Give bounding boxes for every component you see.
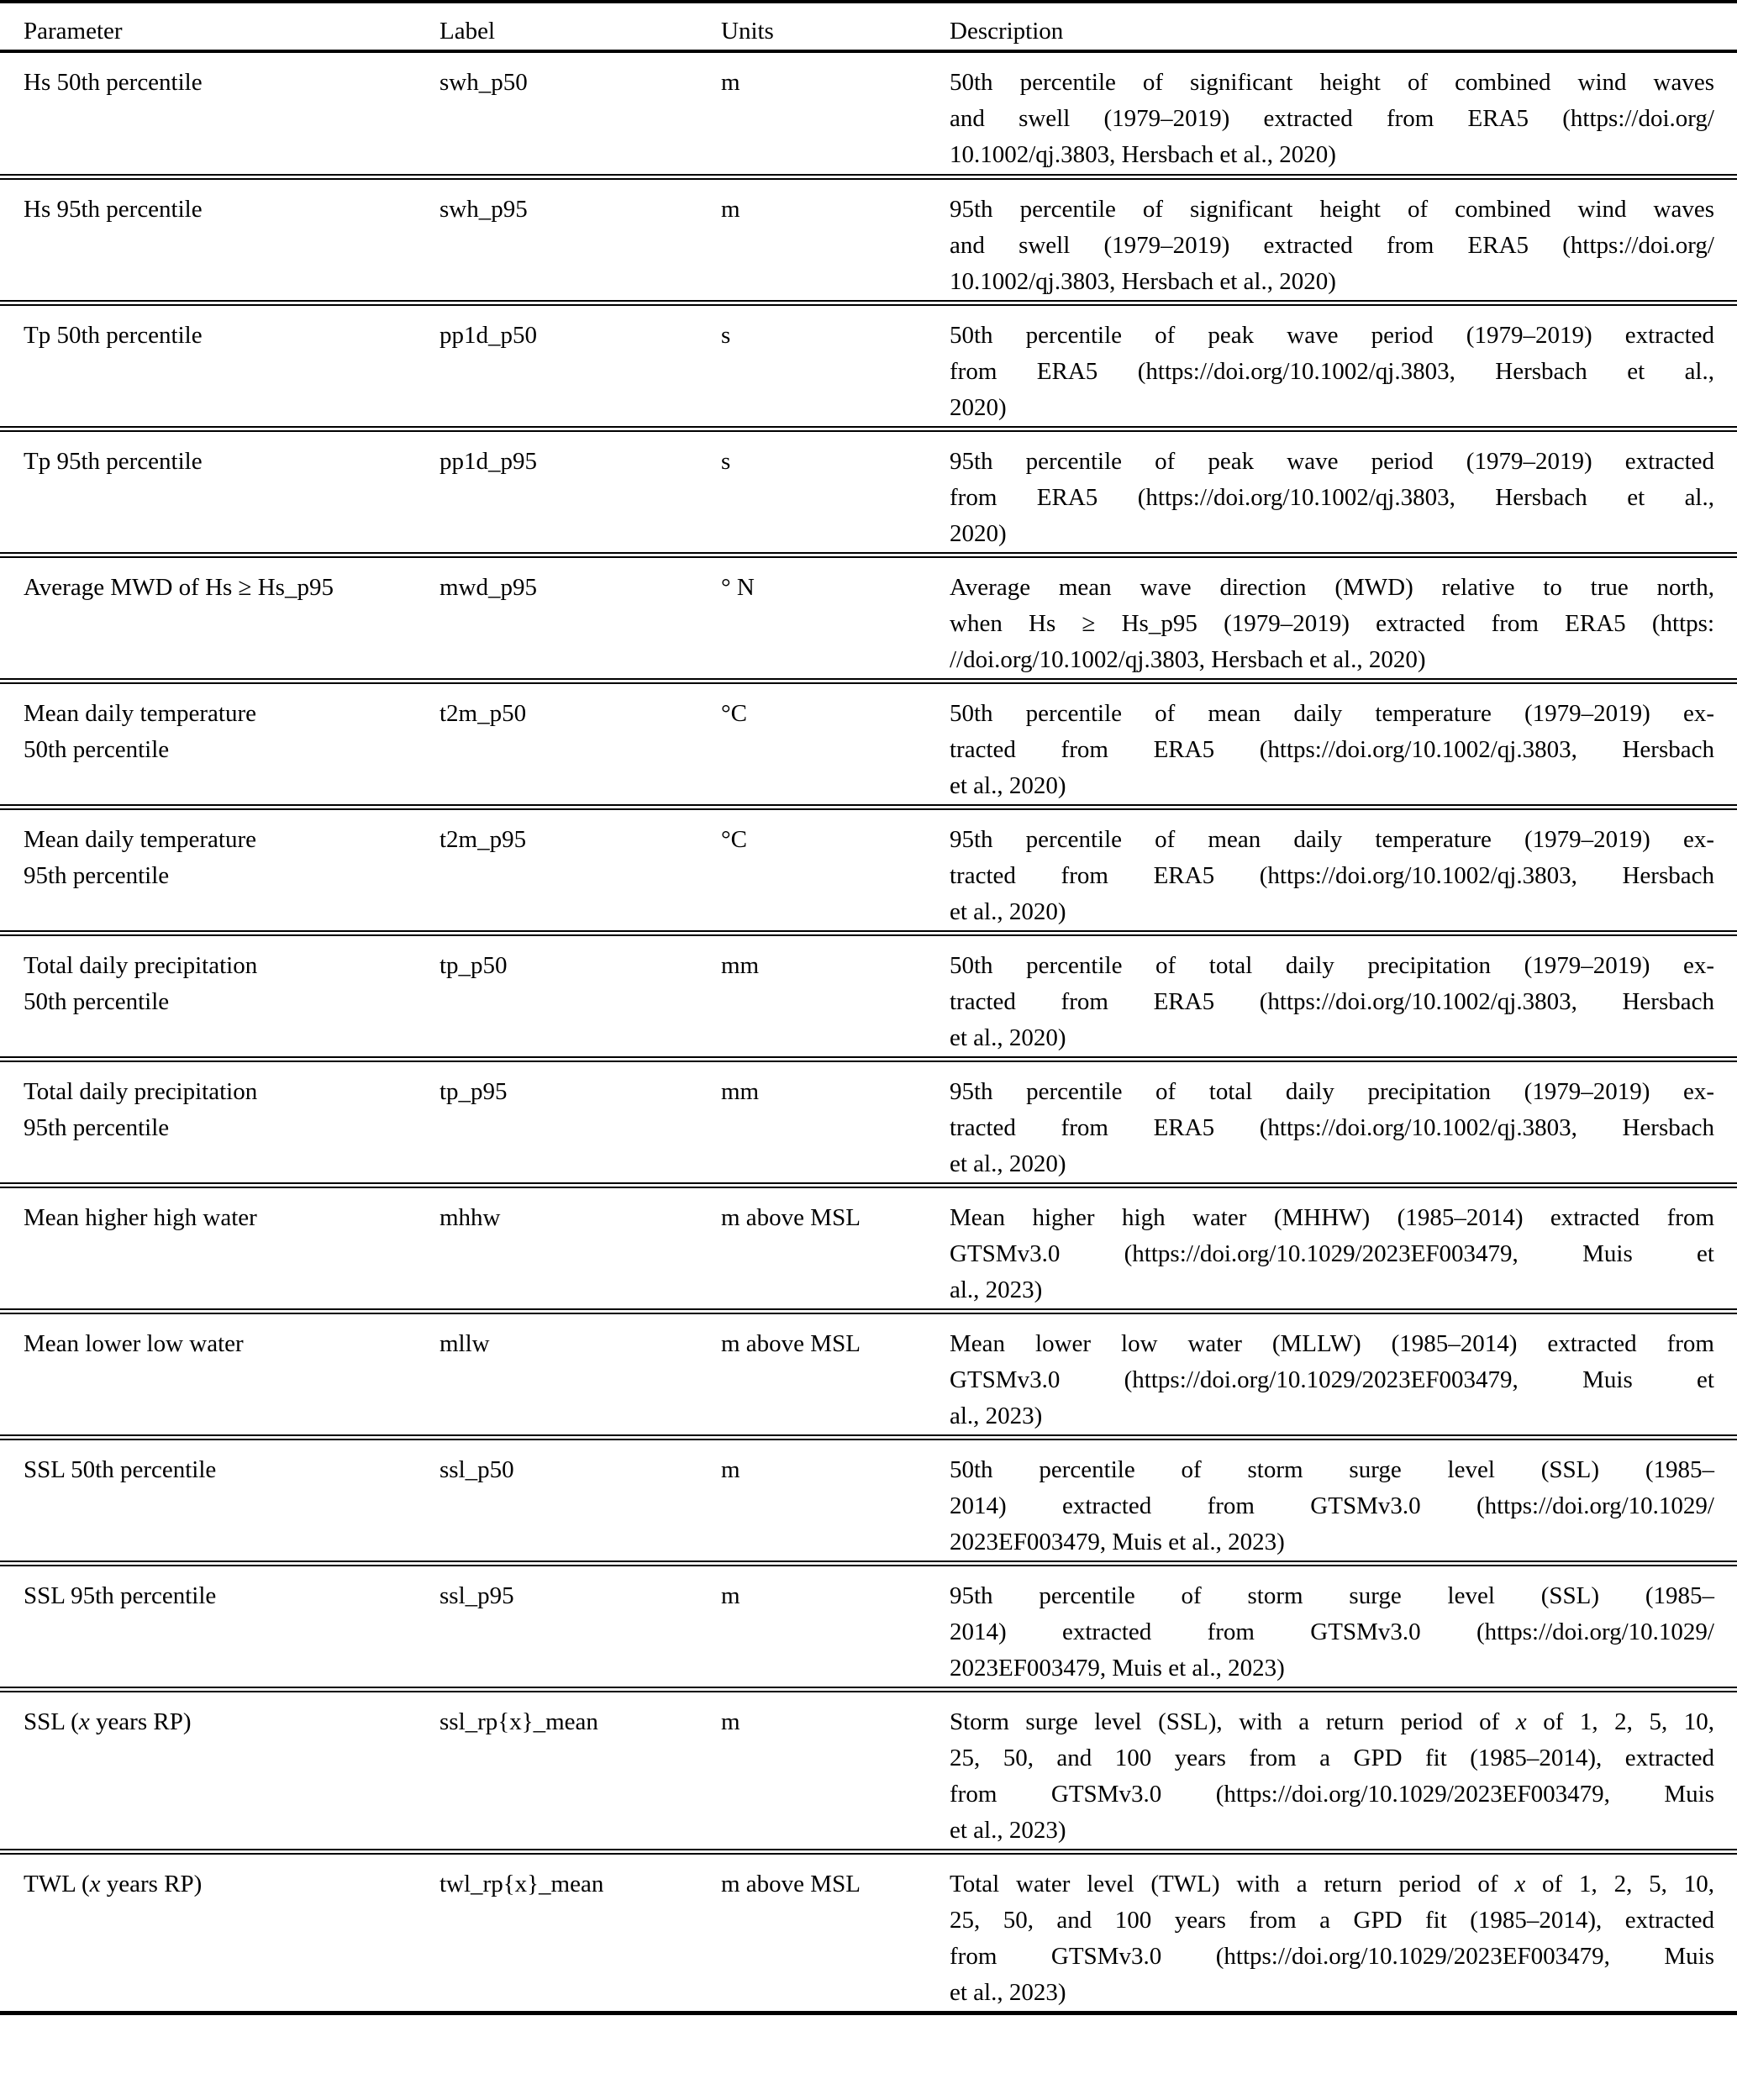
description-text: 25, 50, and 100 years from a GPD fit (1985–2014), extracted (950, 1906, 1714, 1934)
label-cell: t2m_p50 (440, 699, 527, 727)
label-cell: mhhw (440, 1203, 501, 1231)
description-text: 50th percentile of mean daily temperature (1979–2019) ex- (950, 699, 1714, 727)
label-cell: mllw (440, 1329, 490, 1357)
description-text: //doi.org/10.1002/qj.3803, Hersbach et al., 2020) (950, 645, 1426, 673)
table-row (0, 1059, 1737, 1185)
parameter-cell (0, 1437, 416, 1563)
description-text: Total water level (TWL) with a return period of x of 1, 2, 5, 10, (950, 1870, 1714, 1897)
table-row (0, 933, 1737, 1059)
description-cell (926, 1185, 1737, 1311)
description-text: 95th percentile of storm surge level (SSL) (1985– (950, 1582, 1714, 1609)
description-text: 2020) (950, 519, 1007, 547)
units-cell: m (721, 1455, 740, 1483)
description-text: and swell (1979–2019) extracted from ERA5 (https://doi.org/ (950, 105, 1714, 132)
col-header-label: Label (416, 2, 697, 51)
units-cell: mm (721, 1077, 760, 1105)
description-cell (926, 303, 1737, 429)
table-row (0, 1563, 1737, 1689)
parameter-text: SSL 50th percentile (24, 1455, 217, 1483)
description-text: tracted from ERA5 (https://doi.org/10.1002/qj.3803, Hersbach (950, 735, 1714, 763)
col-header-units: Units (697, 2, 926, 51)
description-text: Storm surge level (SSL), with a return period of x of 1, 2, 5, 10, (950, 1708, 1714, 1735)
table-row (0, 176, 1737, 303)
description-text: Average mean wave direction (MWD) relative to true north, (950, 573, 1714, 601)
description-cell (926, 1437, 1737, 1563)
description-text: 95th percentile of peak wave period (1979–2019) extracted (950, 447, 1714, 475)
units-cell: °C (721, 825, 747, 853)
units-cell: m above MSL (721, 1870, 861, 1897)
description-text: GTSMv3.0 (https://doi.org/10.1029/2023EF003479, Muis et (950, 1366, 1714, 1393)
description-cell (926, 807, 1737, 933)
parameter-cell (0, 933, 416, 1059)
description-text: from GTSMv3.0 (https://doi.org/10.1029/2023EF003479, Muis (950, 1942, 1714, 1970)
description-text: et al., 2020) (950, 897, 1066, 925)
parameter-cell (0, 303, 416, 429)
description-text: et al., 2020) (950, 771, 1066, 799)
description-text: al., 2023) (950, 1402, 1043, 1429)
description-text: 95th percentile of total daily precipitation (1979–2019) ex- (950, 1077, 1714, 1105)
description-text: 50th percentile of significant height of combined wind waves (950, 69, 1714, 96)
units-cell: m above MSL (721, 1203, 861, 1231)
description-text: Mean higher high water (MHHW) (1985–2014) extracted from (950, 1203, 1714, 1231)
parameter-text: 50th percentile (24, 987, 170, 1015)
label-cell: twl_rp{x}_mean (440, 1870, 604, 1897)
description-text: 10.1002/qj.3803, Hersbach et al., 2020) (950, 141, 1336, 168)
parameter-text: Tp 50th percentile (24, 321, 203, 349)
description-cell (926, 1851, 1737, 2013)
col-header-parameter: Parameter (0, 2, 416, 51)
parameter-cell (0, 1689, 416, 1851)
parameter-text: 95th percentile (24, 1113, 170, 1141)
description-cell (926, 681, 1737, 807)
table-row (0, 1311, 1737, 1437)
table-row (0, 1851, 1737, 2013)
units-cell: s (721, 321, 731, 349)
table-row (0, 429, 1737, 555)
description-text: et al., 2020) (950, 1150, 1066, 1177)
parameter-cell (0, 1311, 416, 1437)
parameter-cell (0, 1185, 416, 1311)
label-cell: tp_p95 (440, 1077, 508, 1105)
parameter-text: 50th percentile (24, 735, 170, 763)
parameter-text: Mean lower low water (24, 1329, 244, 1357)
description-cell (926, 1059, 1737, 1185)
description-cell (926, 933, 1737, 1059)
units-cell: s (721, 447, 731, 475)
description-cell (926, 1563, 1737, 1689)
description-text: when Hs ≥ Hs_p95 (1979–2019) extracted from ERA5 (https: (950, 609, 1714, 637)
description-cell (926, 51, 1737, 176)
table-row (0, 51, 1737, 176)
description-text: 2014) extracted from GTSMv3.0 (https://doi.org/10.1029/ (950, 1618, 1714, 1645)
parameter-text: Total daily precipitation (24, 951, 258, 979)
description-text: tracted from ERA5 (https://doi.org/10.1002/qj.3803, Hersbach (950, 861, 1714, 889)
description-text: 2023EF003479, Muis et al., 2023) (950, 1528, 1285, 1555)
col-header-description: Description (926, 2, 1737, 51)
parameter-cell (0, 807, 416, 933)
parameter-text: Mean higher high water (24, 1203, 257, 1231)
units-cell: mm (721, 951, 760, 979)
parameter-cell (0, 1851, 416, 2013)
description-cell (926, 555, 1737, 681)
description-text: 25, 50, and 100 years from a GPD fit (1985–2014), extracted (950, 1744, 1714, 1771)
parameter-text: Mean daily temperature (24, 699, 256, 727)
description-text: and swell (1979–2019) extracted from ERA5 (https://doi.org/ (950, 231, 1714, 259)
description-text: et al., 2020) (950, 1024, 1066, 1051)
table-row (0, 303, 1737, 429)
description-text: 2020) (950, 393, 1007, 421)
units-cell: °C (721, 699, 747, 727)
parameter-text: Average MWD of Hs ≥ Hs_p95 (24, 573, 334, 601)
units-cell: m (721, 1708, 740, 1735)
description-cell (926, 176, 1737, 303)
description-text: al., 2023) (950, 1276, 1043, 1303)
description-text: 50th percentile of storm surge level (SSL) (1985– (950, 1455, 1714, 1483)
parameter-text: Mean daily temperature (24, 825, 256, 853)
label-cell: ssl_rp{x}_mean (440, 1708, 598, 1735)
description-text: from GTSMv3.0 (https://doi.org/10.1029/2023EF003479, Muis (950, 1780, 1714, 1808)
parameter-cell (0, 51, 416, 176)
parameter-cell (0, 429, 416, 555)
description-cell (926, 429, 1737, 555)
description-text: 50th percentile of total daily precipitation (1979–2019) ex- (950, 951, 1714, 979)
label-cell: swh_p50 (440, 69, 528, 96)
description-text: Mean lower low water (MLLW) (1985–2014) extracted from (950, 1329, 1714, 1357)
parameter-text: SSL 95th percentile (24, 1582, 217, 1609)
parameter-cell (0, 555, 416, 681)
label-cell: pp1d_p50 (440, 321, 537, 349)
parameter-text: Hs 95th percentile (24, 195, 203, 223)
description-text: tracted from ERA5 (https://doi.org/10.1002/qj.3803, Hersbach (950, 1113, 1714, 1141)
table-row (0, 1689, 1737, 1851)
label-cell: ssl_p50 (440, 1455, 514, 1483)
units-cell: m above MSL (721, 1329, 861, 1357)
units-cell: m (721, 69, 740, 96)
table-row (0, 807, 1737, 933)
parameter-cell (0, 681, 416, 807)
label-cell: pp1d_p95 (440, 447, 537, 475)
description-text: GTSMv3.0 (https://doi.org/10.1029/2023EF003479, Muis et (950, 1239, 1714, 1267)
parameter-cell (0, 1059, 416, 1185)
header-row (0, 2, 1737, 51)
units-cell: m (721, 195, 740, 223)
description-cell (926, 1689, 1737, 1851)
description-text: 50th percentile of peak wave period (1979–2019) extracted (950, 321, 1714, 349)
label-cell: swh_p95 (440, 195, 528, 223)
parameter-cell (0, 176, 416, 303)
parameter-text: 95th percentile (24, 861, 170, 889)
description-text: from ERA5 (https://doi.org/10.1002/qj.3803, Hersbach et al., (950, 357, 1714, 385)
table-row (0, 1185, 1737, 1311)
description-text: from ERA5 (https://doi.org/10.1002/qj.3803, Hersbach et al., (950, 483, 1714, 511)
description-text: 95th percentile of mean daily temperature (1979–2019) ex- (950, 825, 1714, 853)
description-text: tracted from ERA5 (https://doi.org/10.1002/qj.3803, Hersbach (950, 987, 1714, 1015)
description-text: 2014) extracted from GTSMv3.0 (https://doi.org/10.1029/ (950, 1492, 1714, 1519)
table-row (0, 555, 1737, 681)
description-cell (926, 1311, 1737, 1437)
label-cell: t2m_p95 (440, 825, 527, 853)
description-text: et al., 2023) (950, 1816, 1066, 1844)
parameter-text: Hs 50th percentile (24, 69, 203, 96)
label-cell: ssl_p95 (440, 1582, 514, 1609)
parameter-cell (0, 1563, 416, 1689)
description-text: 2023EF003479, Muis et al., 2023) (950, 1654, 1285, 1682)
description-text: 95th percentile of significant height of combined wind waves (950, 195, 1714, 223)
table-row (0, 1437, 1737, 1563)
parameter-text: TWL (x years RP) (24, 1870, 203, 1897)
label-cell: mwd_p95 (440, 573, 537, 601)
parameter-text: Total daily precipitation (24, 1077, 258, 1105)
units-cell: ° N (721, 573, 755, 601)
table-row (0, 681, 1737, 807)
description-text: 10.1002/qj.3803, Hersbach et al., 2020) (950, 267, 1336, 295)
description-text: et al., 2023) (950, 1978, 1066, 2006)
parameter-text: Tp 95th percentile (24, 447, 203, 475)
parameter-text: SSL (x years RP) (24, 1708, 192, 1735)
label-cell: tp_p50 (440, 951, 508, 979)
units-cell: m (721, 1582, 740, 1609)
